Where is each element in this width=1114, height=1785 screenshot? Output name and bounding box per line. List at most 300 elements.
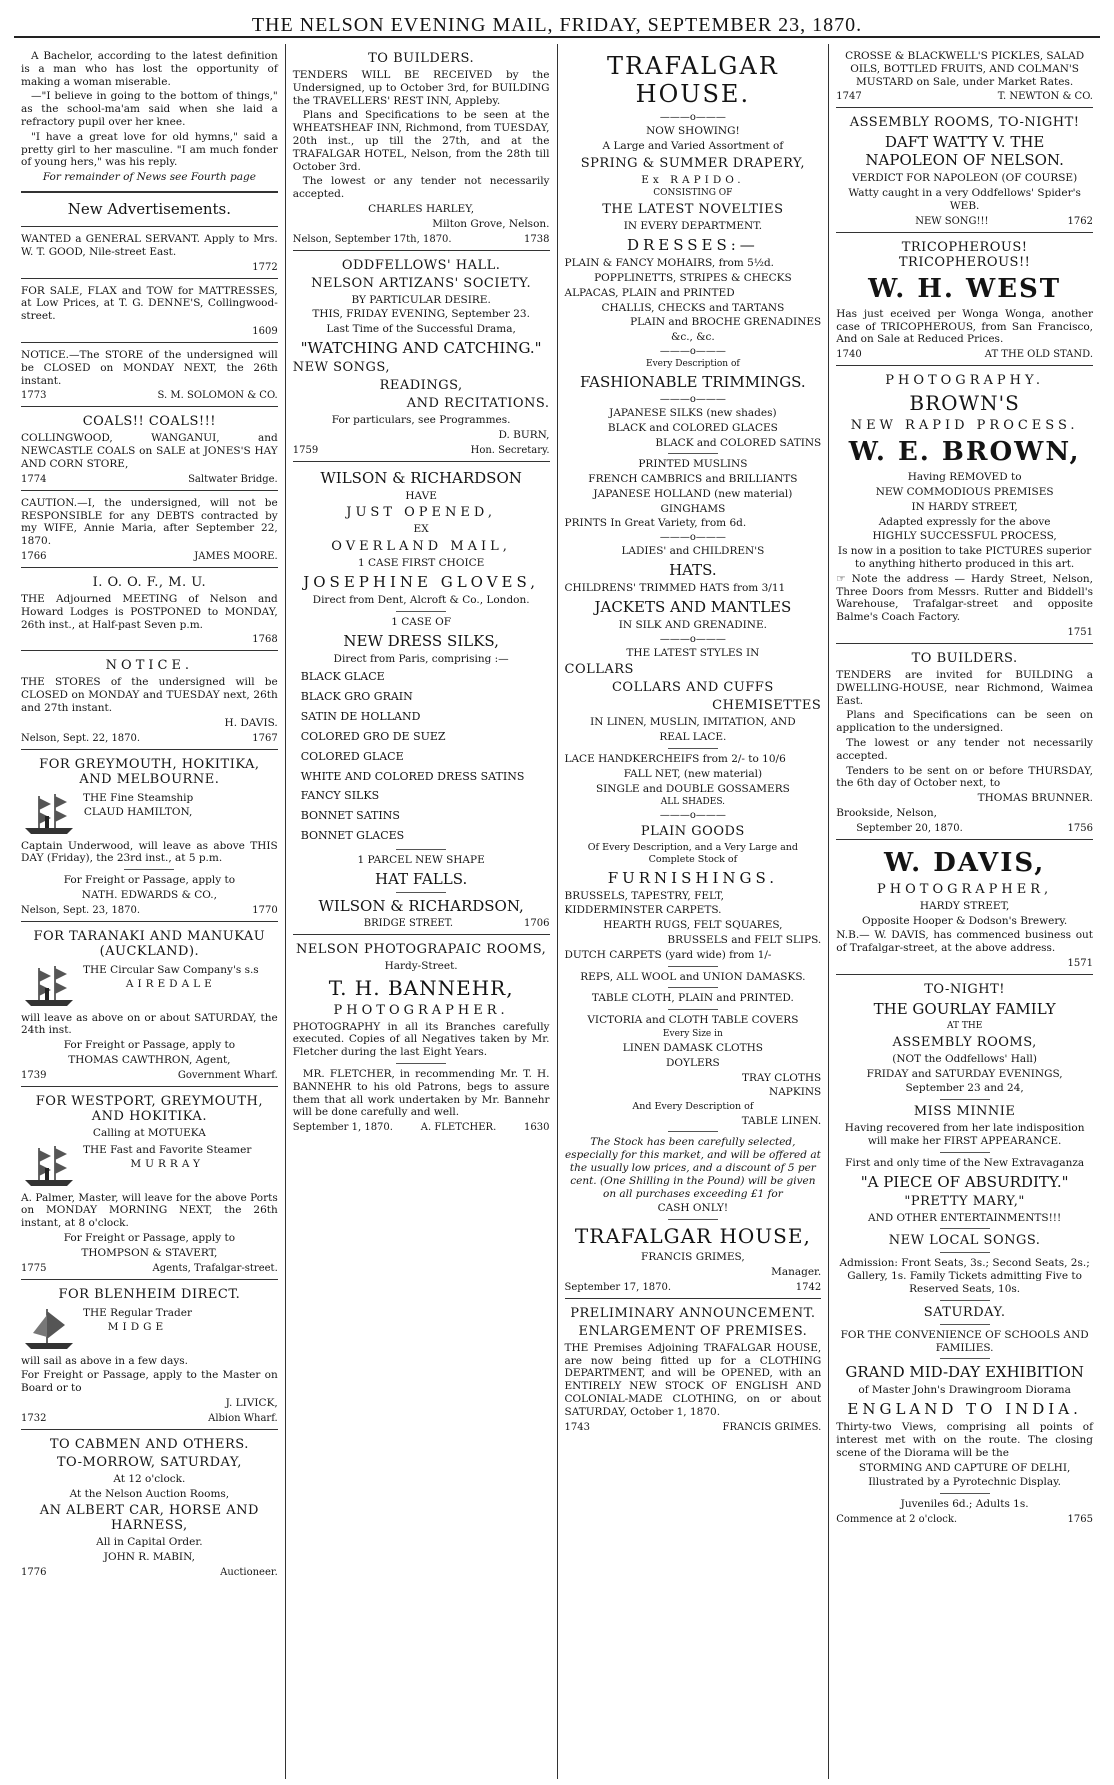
- wr-items-list: [293, 670, 550, 844]
- linen-line: IN LINEN, MUSLIN, IMITATION, AND: [590, 716, 796, 729]
- recovered: Having recovered from her late indisposition will make her FIRST APPEARANCE.: [844, 1122, 1085, 1148]
- tar-agent: THOMAS CAWTHRON, Agent,: [68, 1054, 231, 1067]
- tenders-para-1: TENDERS are invited for BUILDING a DWELLING-HOUSE, near Richmond, Waimea East.: [836, 668, 1093, 707]
- enlarge-no: 1743: [564, 1421, 590, 1433]
- cab-role: Auctioneer.: [220, 1567, 278, 1579]
- ioof-text: THE Adjourned MEETING of Nelson and Howard Lodges is POSTPONED to MONDAY, 26th inst., at Half-past Seven p.m.: [21, 592, 278, 631]
- browns-ad: [836, 366, 1093, 644]
- dress-line-2: POPPLINETTS, STRIPES & CHECKS: [594, 271, 792, 284]
- cab-line-3: At the Nelson Auction Rooms,: [69, 1487, 230, 1500]
- gourlay-ad: [836, 975, 1093, 1530]
- gossamers: SINGLE and DOUBLE GOSSAMERS: [595, 782, 790, 795]
- dress-line-3: ALPACAS, PLAIN and PRINTED: [564, 286, 735, 299]
- westport-ad: [21, 1087, 278, 1280]
- ornament-divider: ———o———: [659, 633, 726, 645]
- build-sig-2: Milton Grove, Nelson.: [432, 217, 550, 230]
- silk-gren: IN SILK AND GRENADINE.: [618, 618, 767, 631]
- wr-hat: HAT FALLS.: [375, 869, 468, 888]
- highly: HIGHLY SUCCESSFUL PROCESS,: [872, 530, 1057, 543]
- odd-line-4: "WATCHING AND CATCHING.": [300, 338, 542, 357]
- styles-line: THE LATEST STYLES IN: [626, 646, 760, 659]
- wr-have: HAVE: [405, 489, 437, 502]
- new-ads-heading-block: [21, 192, 278, 227]
- brunner-ad: [836, 644, 1093, 840]
- commence: Commence at 2 o'clock.: [836, 1514, 958, 1525]
- cab-line-5: All in Capital Order.: [96, 1536, 203, 1549]
- notice2-no: 1767: [252, 732, 278, 744]
- cab-no: 1776: [21, 1567, 47, 1579]
- th-no: 1742: [795, 1281, 822, 1293]
- flax-text: FOR SALE, FLAX and TOW for MATTRESSES, at Low Prices, at T. G. DENNE'S, Collingwood-street.: [21, 284, 278, 323]
- every-desc: Every Description of: [646, 358, 740, 369]
- west-freight: For Freight or Passage, apply to: [63, 1232, 236, 1245]
- ioof-no: 1768: [252, 634, 278, 646]
- pyro: Illustrated by a Pyrotechnic Display.: [868, 1476, 1061, 1489]
- furn-line-5: DUTCH CARPETS (yard wide) from 1/-: [564, 948, 772, 961]
- grey-line-2: CLAUD HAMILTON,: [83, 806, 193, 819]
- ex-rapido: Ex RAPIDO.: [641, 173, 745, 186]
- steamship-icon: [21, 962, 77, 1010]
- assembly-head: ASSEMBLY ROOMS, TO-NIGHT!: [849, 115, 1080, 131]
- odd-line-3: Last Time of the Successful Drama,: [326, 323, 516, 336]
- odd-line-8: For particulars, see Programmes.: [331, 413, 511, 426]
- now-showing: NOW SHOWING!: [646, 125, 740, 137]
- grand-exhibition: GRAND MID-DAY EXHIBITION: [845, 1363, 1084, 1382]
- west-sub: Calling at MOTUEKA: [92, 1126, 206, 1139]
- furnishings-head: FURNISHINGS.: [607, 868, 779, 887]
- crosse-ad: [836, 44, 1093, 108]
- address-note: ☞ Note the address — Hardy Street, Nelson, Three Doors from Messrs. Rutter and Biddell's Warehouse, Trafalgar-street and opposite Balme's Coach Factory.: [836, 572, 1093, 624]
- tar-no: 1739: [21, 1069, 47, 1081]
- storming: STORMING AND CAPTURE OF DELHI,: [858, 1461, 1071, 1474]
- bachelor-para-2: —"I believe in going to the bottom of things," as the school-ma'am said when she laid a refractory pupil over her knee.: [21, 90, 278, 128]
- juveniles: Juveniles 6d.; Adults 1s.: [900, 1498, 1029, 1511]
- blen-line-1: THE Regular Trader: [83, 1306, 192, 1319]
- cab-line-1: TO-MORROW, SATURDAY,: [56, 1454, 242, 1470]
- builders-head: TO BUILDERS.: [911, 650, 1018, 666]
- dress-line-6: &c., &c.: [670, 331, 715, 344]
- davis-note: N.B.— W. DAVIS, has commenced business out of Trafalgar-street, at the above address.: [836, 929, 1093, 955]
- list-item: WHITE AND COLORED DRESS SATINS: [300, 769, 525, 783]
- davis-ad: [836, 840, 1093, 975]
- tar-freight: For Freight or Passage, apply to: [63, 1039, 236, 1052]
- cab-head: TO CABMEN AND OTHERS.: [49, 1436, 249, 1452]
- wr-head: WILSON & RICHARDSON: [320, 468, 522, 487]
- odd-sub: NELSON ARTIZANS' SOCIETY.: [311, 275, 532, 291]
- latest-novelties: THE LATEST NOVELTIES: [602, 202, 784, 218]
- davis-no: 1571: [1067, 957, 1093, 969]
- build-head: TO BUILDERS.: [368, 51, 475, 66]
- solomon-no: 1773: [21, 390, 47, 402]
- grimes: FRANCIS GRIMES,: [641, 1251, 745, 1264]
- brunner-sig: THOMAS BRUNNER.: [977, 792, 1093, 805]
- daft-head: DAFT WATTY V. THE NAPOLEON OF NELSON.: [865, 133, 1064, 170]
- wh-west: W. H. WEST: [868, 273, 1062, 304]
- muslin-line-3: JAPANESE HOLLAND (new material): [593, 487, 793, 500]
- manager: Manager.: [771, 1266, 822, 1279]
- daft-no: 1762: [1067, 215, 1093, 227]
- of-every: Of Every Description, and a Very Large and Complete Stock of: [587, 842, 798, 865]
- all-shades: ALL SHADES.: [660, 797, 726, 808]
- ornament-divider: ———o———: [659, 393, 726, 405]
- position: Is now in a position to take PICTURES superior to anything hitherto produced in this art.: [837, 545, 1092, 570]
- size-line-3: TRAY CLOTHS: [741, 1071, 822, 1084]
- photo-para-1: PHOTOGRAPHY in all its Branches carefully executed. Copies of all Negatives taken by Mr. Fletcher during the last Eight Years.: [292, 1020, 550, 1059]
- west-line-1: THE Fast and Favorite Steamer: [83, 1143, 252, 1156]
- pretty-mary: "PRETTY MARY,": [904, 1193, 1025, 1209]
- cabmen-ad: [21, 1430, 278, 1583]
- ladies-line: LADIES' and CHILDREN'S: [621, 545, 765, 558]
- wilson-richardson-ad: [293, 462, 550, 935]
- furn-line-2: KIDDERMINSTER CARPETS.: [564, 904, 722, 917]
- w-davis: W. DAVIS,: [883, 847, 1046, 878]
- flax-no: 1609: [252, 325, 278, 337]
- rooms: ASSEMBLY ROOMS,: [892, 1034, 1037, 1050]
- coals-text: COLLINGWOOD, WANGANUI, and NEWCASTLE COALS on SALE at JONES'S HAY AND CORN STORE,: [21, 432, 278, 470]
- other-ent: AND OTHER ENTERTAINMENTS!!!: [867, 1211, 1062, 1224]
- odd-line-7: AND RECITATIONS.: [406, 395, 550, 411]
- photography-head: PHOTOGRAPHY.: [885, 373, 1044, 389]
- blenheim-ad: [21, 1280, 278, 1430]
- build-para-1: TENDERS WILL BE RECEIVED by the Undersigned, up to October 3rd, for BUILDING the TRAVELLERS' REST INN, Appleby.: [292, 69, 550, 107]
- photo-sig: A. FLETCHER.: [420, 1122, 497, 1134]
- column-2: [286, 44, 558, 1779]
- grey-agent: NATH. EDWARDS & CO.,: [81, 888, 217, 901]
- west-line-3: A. Palmer, Master, will leave for the above Ports on MONDAY MORNING NEXT, the 26th instant, at 8 o'clock.: [21, 1191, 278, 1230]
- we-brown: W. E. BROWN,: [848, 437, 1081, 468]
- wr-silks: NEW DRESS SILKS,: [343, 631, 499, 650]
- caution-sig: JAMES MOORE.: [194, 550, 278, 562]
- size-line-4: NAPKINS: [769, 1086, 822, 1099]
- tenders-para-3: The lowest or any tender not necessarily accepted.: [836, 736, 1093, 762]
- convenience: FOR THE CONVENIENCE OF SCHOOLS AND FAMILIES.: [840, 1328, 1089, 1354]
- grey-no: 1770: [252, 904, 278, 916]
- trico-para: Has just eceived per Wonga Wonga, another case of TRICOPHEROUS, from San Francisco, And on Sale at Reduced Prices.: [836, 307, 1093, 346]
- solomon-ad: [21, 343, 278, 407]
- build-para-3: The lowest or any tender not necessarily accepted.: [292, 175, 550, 201]
- crosse-no: 1747: [836, 91, 862, 103]
- odd-head: ODDFELLOWS' HALL.: [341, 257, 501, 273]
- odd-line-1: BY PARTICULAR DESIRE.: [351, 293, 491, 306]
- brunner-date: September 20, 1870.: [856, 822, 963, 834]
- trico-sig: AT THE OLD STAND.: [984, 349, 1093, 361]
- hats-head: HATS.: [669, 561, 717, 580]
- solomon-text: NOTICE.—The STORE of the undersigned will be CLOSED on MONDAY NEXT, the 26th instant.: [21, 348, 278, 387]
- size-line-6: TABLE LINEN.: [741, 1114, 822, 1127]
- list-item: FANCY SILKS: [300, 789, 380, 803]
- blen-line-2: MIDGE: [107, 1321, 168, 1334]
- muslin-line-1: PRINTED MUSLINS: [638, 458, 748, 471]
- odd-line-2: THIS, FRIDAY EVENING, September 23.: [312, 308, 530, 321]
- odd-no: 1759: [292, 444, 319, 456]
- ioof-ad: [21, 568, 278, 651]
- at-the: AT THE: [946, 1020, 983, 1031]
- list-item: COLORED GLACE: [300, 749, 404, 763]
- steamship-icon: [21, 1142, 77, 1190]
- furn-line-6: REPS, ALL WOOL and UNION DAMASKS.: [580, 970, 806, 983]
- england-india: ENGLAND TO INDIA.: [847, 1400, 1082, 1419]
- news-note: For remainder of News see Fourth page: [42, 171, 256, 184]
- blen-agent: J. LIVICK,: [225, 1397, 278, 1410]
- wr-paris: Direct from Paris, comprising :—: [333, 652, 509, 665]
- blen-freight: For Freight or Passage, apply to the Master on Board or to: [21, 1369, 278, 1395]
- trim-line-1: JAPANESE SILKS (new shades): [609, 406, 777, 419]
- furn-line-8: VICTORIA and CLOTH TABLE COVERS: [587, 1014, 799, 1027]
- wr-ex: EX: [413, 523, 429, 536]
- grey-head: FOR GREYMOUTH, HOKITIKA, AND MELBOURNE.: [39, 756, 260, 787]
- enlarge-sig: FRANCIS GRIMES.: [722, 1421, 822, 1433]
- trafalgar-house-ad: [565, 44, 822, 1299]
- plain-goods: PLAIN GOODS: [640, 824, 745, 840]
- photo-no: 1630: [524, 1122, 550, 1134]
- stock-note: The Stock has been carefully selected, especially for this market, and will be offered at the usually low prices, and a discount of 5 per cent. (One Shilling in the Pound) will be given on all purchases exceeding £1 for: [564, 1136, 821, 1200]
- blen-no: 1732: [21, 1412, 47, 1424]
- photo-head: NELSON PHOTOGRAPAIC ROOMS,: [295, 941, 547, 957]
- trico-no: 1740: [836, 349, 862, 361]
- grey-freight: For Freight or Passage, apply to: [63, 874, 236, 887]
- brown-no: 1751: [1067, 626, 1093, 638]
- assembly-ad: [836, 108, 1093, 232]
- dress-line-1: PLAIN & FANCY MOHAIRS, from 5½d.: [564, 257, 775, 270]
- coals-no: 1774: [21, 473, 47, 485]
- cab-line-4: AN ALBERT CAR, HORSE AND HARNESS,: [39, 1503, 259, 1534]
- chem-line: CHEMISETTES: [712, 698, 822, 714]
- bachelor-item: [21, 44, 278, 192]
- build-no: 1738: [524, 233, 550, 245]
- lace-hk: LACE HANDKERCHEIFS from 2/- to 10/6: [564, 753, 786, 766]
- trico-head: TRICOPHEROUS! TRICOPHEROUS!!: [898, 239, 1031, 270]
- brunner-no: 1756: [1067, 822, 1093, 834]
- trafalgar-title: TRAFALGAR HOUSE.: [606, 52, 779, 108]
- wr-sig: WILSON & RICHARDSON,: [318, 896, 524, 915]
- local-songs: NEW LOCAL SONGS.: [888, 1233, 1041, 1249]
- ornament-divider: ———o———: [659, 810, 726, 822]
- taranaki-ad: [21, 922, 278, 1087]
- muslin-line-5: PRINTS In Great Variety, from 6d.: [564, 517, 747, 530]
- absurdity: "A PIECE OF ABSURDITY.": [860, 1172, 1069, 1191]
- hardy-st: HARDY STREET,: [919, 899, 1010, 912]
- greymouth-ad: [21, 750, 278, 922]
- solomon-sig: S. M. SOLOMON & CO.: [157, 390, 278, 402]
- west-line-2: MURRAY: [130, 1158, 204, 1171]
- wr-no: 1706: [524, 917, 550, 929]
- notice2-head: NOTICE.: [105, 658, 194, 674]
- notice2-date: Nelson, Sept. 22, 1870.: [21, 732, 141, 744]
- blen-head: FOR BLENHEIM DIRECT.: [58, 1286, 241, 1302]
- dresses-head: DRESSES:—: [626, 236, 759, 255]
- column-3: [558, 44, 830, 1779]
- consisting: CONSISTING OF: [653, 188, 733, 199]
- prelim-head: PRELIMINARY ANNOUNCEMENT.: [570, 1305, 816, 1321]
- assortment: A Large and Varied Assortment of: [602, 139, 784, 152]
- new-ads-heading: New Advertisements.: [67, 199, 231, 218]
- photo-para-2: MR. FLETCHER, in recommending Mr. T. H. BANNEHR to his old Patrons, begs to assure them that all work undertaken by Mr. Bannehr will be done carefully and well.: [292, 1067, 550, 1119]
- real-lace: REAL LACE.: [659, 731, 727, 744]
- admission: Admission: Front Seats, 3s.; Second Seats, 2s.; Gallery, 1s. Family Tickets admitting Five to Reserved Seats, 10s.: [839, 1257, 1090, 1296]
- every-size: Every Size in: [662, 1028, 723, 1039]
- servant-ad: [21, 227, 278, 279]
- cab-line-2: At 12 o'clock.: [113, 1472, 186, 1485]
- build-para-2: Plans and Specifications to be seen at the WHEATSHEAF INN, Richmond, from TUESDAY, 20th inst., up till the 27th, and at the TRAFALGAR HOTEL, Nelson, from the 28th till October 3rd.: [292, 109, 550, 173]
- brookside: Brookside, Nelson,: [836, 806, 937, 819]
- dress-line-5: PLAIN and BROCHE GRENADINES: [630, 316, 822, 329]
- tar-addr: Government Wharf.: [177, 1069, 278, 1081]
- coals-ad: [21, 407, 278, 490]
- gourlay-family: THE GOURLAY FAMILY: [873, 999, 1056, 1018]
- column-4: [829, 44, 1100, 1779]
- odd-line-6: READINGS,: [379, 377, 463, 393]
- enlargement-ad: [565, 1299, 822, 1438]
- furn-line-7: TABLE CLOTH, PLAIN and PRINTED.: [591, 992, 794, 1005]
- not-odd: (NOT the Oddfellows' Hall): [892, 1052, 1038, 1065]
- west-no: 1775: [21, 1262, 47, 1274]
- caution-text: CAUTION.—I, the undersigned, will not be RESPONSIBLE for any DEBTS contracted by my WIFE, Annie Maria, after September 22, 1870.: [21, 496, 278, 548]
- column-1: [14, 44, 286, 1779]
- trafalgar-title-2: TRAFALGAR HOUSE,: [574, 1224, 811, 1249]
- photo-name: T. H. BANNEHR,: [328, 975, 514, 1000]
- tricopherous-ad: [836, 233, 1093, 366]
- enlarge-para: THE Premises Adjoining TRAFALGAR HOUSE, are now being fitted up for a CLOTHING DEPARTMENT, and will be OPENED, with an ENTIRELY NEW STOCK OF ENGLISH AND COLONIAL-MADE CLOTHING, on or about SATURDAY, October 1, 1870.: [564, 1341, 822, 1418]
- caution-ad: [21, 491, 278, 568]
- tar-head: FOR TARANAKI AND MANUKAU (AUCKLAND).: [33, 928, 266, 959]
- odd-line-5: NEW SONGS,: [292, 359, 391, 375]
- list-item: BONNET SATINS: [300, 809, 400, 823]
- cuffs-line: COLLARS AND CUFFS: [611, 680, 774, 696]
- enlarge-head: ENLARGEMENT OF PREMISES.: [578, 1323, 808, 1339]
- blen-line-3: will sail as above in a few days.: [21, 1354, 188, 1367]
- trim-line-2: BLACK and COLORED GLACES: [607, 421, 778, 434]
- trimmings-head: FASHIONABLE TRIMMINGS.: [580, 372, 806, 391]
- removed: Having REMOVED to: [907, 471, 1022, 484]
- servant-text: WANTED a GENERAL SERVANT. Apply to Mrs. W. T. GOOD, Nile-street East.: [21, 232, 278, 258]
- size-line-2: DOYLERS: [666, 1056, 720, 1069]
- wr-just: JUST OPENED,: [346, 505, 496, 521]
- blen-addr: Albion Wharf.: [208, 1412, 278, 1424]
- furn-line-1: BRUSSELS, TAPESTRY, FELT,: [564, 889, 724, 902]
- hardy: IN HARDY STREET,: [911, 500, 1018, 513]
- muslin-line-2: FRENCH CAMBRICS and BRILLIANTS: [588, 473, 798, 486]
- photographer: PHOTOGRAPHER,: [877, 881, 1053, 897]
- wr-mail: OVERLAND MAIL,: [331, 539, 511, 555]
- collars-line: COLLARS: [564, 662, 634, 678]
- photo-sub: Hardy-Street.: [384, 959, 458, 972]
- thirty-views: Thirty-two Views, comprising all points of interest met with on the route. The closing scene of the Diorama will be the: [836, 1421, 1093, 1459]
- verdict: VERDICT FOR NAPOLEON (OF COURSE): [852, 172, 1078, 185]
- list-item: BLACK GLACE: [300, 670, 385, 684]
- coals-addr: Saltwater Bridge.: [188, 473, 278, 485]
- builders-ad: [293, 44, 550, 251]
- wr-parcel: 1 PARCEL NEW SHAPE: [357, 853, 485, 866]
- muslin-line-4: GINGHAMS: [660, 502, 726, 515]
- bachelor-para-1: A Bachelor, according to the latest definition is a man who has lost the opportunity of making a woman miserable.: [21, 50, 278, 88]
- jackets-head: JACKETS AND MANTLES: [594, 597, 792, 616]
- grey-line-3: Captain Underwood, will leave as above THIS DAY (Friday), the 23rd inst., at 5 p.m.: [21, 839, 278, 865]
- odd-role: Hon. Secretary.: [470, 444, 550, 456]
- west-agent: THOMPSON & STAVERT,: [81, 1246, 218, 1259]
- servant-no: 1772: [252, 261, 278, 273]
- photo-rooms-ad: [293, 935, 550, 1138]
- furn-line-3: HEARTH RUGS, FELT SQUARES,: [603, 919, 783, 932]
- new-song: NEW SONG!!!: [915, 215, 989, 227]
- tenders-para-2: Plans and Specifications can be seen on application to the undersigned.: [836, 709, 1093, 735]
- browns-head: BROWN'S: [909, 391, 1020, 416]
- west-addr: Agents, Trafalgar-street.: [152, 1262, 278, 1274]
- tonight: TO-NIGHT!: [924, 981, 1006, 997]
- ornament-divider: ———o———: [659, 345, 726, 357]
- adapted: Adapted expressly for the above: [878, 515, 1051, 528]
- th-date: September 17, 1870.: [564, 1281, 672, 1293]
- grey-date: Nelson, Sept. 23, 1870.: [21, 904, 141, 916]
- photo-role: PHOTOGRAPHER.: [333, 1002, 509, 1018]
- grey-line-1: THE Fine Steamship: [83, 791, 194, 804]
- fall-net: FALL NET, (new material): [623, 767, 763, 780]
- tar-line-1: THE Circular Saw Company's s.s: [83, 963, 259, 976]
- caution-no: 1766: [21, 550, 47, 562]
- wr-addr: BRIDGE STREET.: [363, 917, 454, 929]
- opposite: Opposite Hooper & Dodson's Brewery.: [861, 914, 1068, 927]
- ornament-divider: ———o———: [659, 532, 726, 544]
- cash-only: CASH ONLY!: [657, 1202, 729, 1215]
- new-rapid: NEW RAPID PROCESS.: [850, 418, 1079, 434]
- notice2-text: THE STORES of the undersigned will be CLOSED on MONDAY and TUESDAY next, 26th and 27th instant.: [21, 676, 278, 714]
- sailing-ship-icon: [21, 1305, 77, 1353]
- oddfellows-ad: [293, 251, 550, 462]
- davis-notice-ad: [21, 651, 278, 749]
- size-line-1: LINEN DAMASK CLOTHS: [622, 1041, 763, 1054]
- wr-gloves: JOSEPHINE GLOVES,: [303, 572, 539, 591]
- odd-sig: D. BURN,: [498, 428, 550, 441]
- saturday: SATURDAY.: [923, 1304, 1006, 1320]
- gourlay-no: 1765: [1067, 1514, 1093, 1525]
- steamship-icon: [21, 790, 77, 838]
- furn-line-4: BRUSSELS and FELT SLIPS.: [667, 933, 822, 946]
- list-item: BLACK GRO GRAIN: [300, 690, 413, 704]
- wr-case-2: 1 CASE OF: [391, 615, 451, 628]
- premises: NEW COMMODIOUS PREMISES: [875, 485, 1054, 498]
- tenders-para-4: Tenders to be sent on or before THURSDAY, the 6th day of October next, to: [836, 764, 1093, 790]
- ornament-divider: ———o———: [659, 112, 726, 123]
- tar-line-3: will leave as above on or about SATURDAY, the 24th inst.: [21, 1011, 278, 1037]
- list-item: SATIN DE HOLLAND: [300, 710, 421, 724]
- size-line-5: And Every Description of: [632, 1101, 754, 1113]
- every-dept: IN EVERY DEPARTMENT.: [623, 220, 763, 233]
- photo-date: September 1, 1870.: [292, 1122, 393, 1134]
- build-date: Nelson, September 17th, 1870.: [292, 233, 452, 245]
- flax-ad: [21, 279, 278, 343]
- miss-minnie: MISS MINNIE: [913, 1104, 1016, 1120]
- trim-line-3: BLACK and COLORED SATINS: [655, 436, 822, 449]
- notice2-sig: H. DAVIS.: [224, 716, 278, 729]
- wr-case: 1 CASE FIRST CHOICE: [357, 557, 485, 570]
- child-hats: CHILDRENS' TRIMMED HATS from 3/11: [564, 582, 786, 595]
- cab-sig: JOHN R. MABIN,: [103, 1551, 195, 1564]
- bachelor-para-3: "I have a great love for old hymns," said a pretty girl to her masculine. "I am much fonder of young hers," was his reply.: [21, 130, 278, 169]
- west-head: FOR WESTPORT, GREYMOUTH, AND HOKITIKA.: [35, 1093, 264, 1124]
- crosse-para: CROSSE & BLACKWELL'S PICKLES, SALAD OILS, BOTTLED FRUITS, AND COLMAN'S MUSTARD on Sale, under Market Rates.: [845, 50, 1085, 88]
- wr-direct: Direct from Dent, Alcroft & Co., London.: [312, 593, 530, 606]
- diorama: of Master John's Drawingroom Diorama: [858, 1384, 1071, 1397]
- dates: September 23 and 24,: [905, 1082, 1024, 1095]
- ioof-head: I. O. O. F., M. U.: [92, 574, 207, 590]
- coals-head: COALS!! COALS!!!: [82, 414, 217, 430]
- list-item: COLORED GRO DE SUEZ: [300, 729, 446, 743]
- spring-drapery: SPRING & SUMMER DRAPERY,: [580, 155, 806, 171]
- first-only: First and only time of the New Extravaganza: [845, 1156, 1085, 1169]
- fri-sat: FRIDAY and SATURDAY EVENINGS,: [866, 1067, 1063, 1080]
- tar-line-2: AIREDALE: [125, 978, 216, 991]
- watty: Watty caught in a very Oddfellows' Spider's WEB.: [848, 187, 1081, 212]
- crosse-sig: T. NEWTON & CO.: [997, 91, 1093, 103]
